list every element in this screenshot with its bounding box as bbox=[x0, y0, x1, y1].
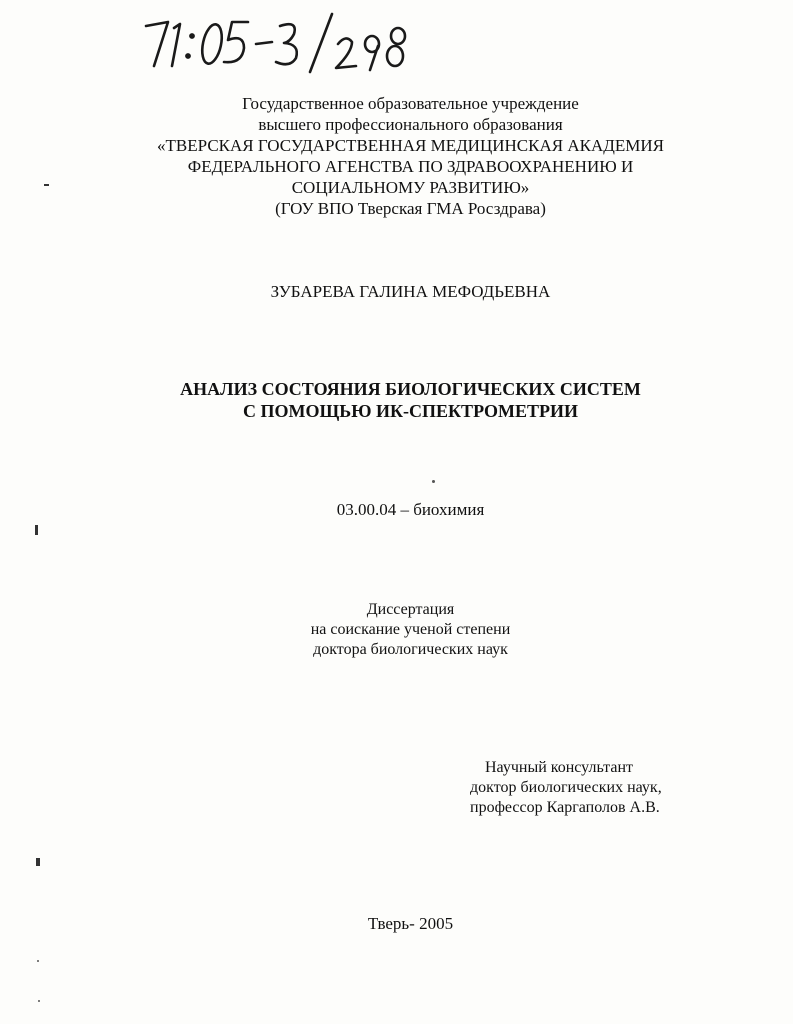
consultant-line-3: профессор Каргаполов А.В. bbox=[470, 799, 660, 816]
scan-mark bbox=[35, 525, 38, 535]
title-line-1: АНАЛИЗ СОСТОЯНИЯ БИОЛОГИЧЕСКИХ СИСТЕМ bbox=[180, 379, 641, 399]
consultant-line-1: Научный консультант bbox=[485, 759, 633, 776]
institution-line-4: ФЕДЕРАЛЬНОГО АГЕНСТВА ПО ЗДРАВООХРАНЕНИЮ И bbox=[187, 157, 634, 176]
scan-speck bbox=[38, 1000, 40, 1002]
handwritten-code-drawing bbox=[140, 8, 420, 78]
scientific-consultant bbox=[470, 758, 710, 818]
scan-speck bbox=[432, 480, 435, 483]
title-line-2: С ПОМОЩЬЮ ИК-СПЕКТРОМЕТРИИ bbox=[243, 401, 578, 421]
scan-mark bbox=[44, 184, 49, 186]
city-year-text: Тверь- 2005 bbox=[367, 914, 454, 933]
degree-statement bbox=[14, 600, 793, 660]
dissertation-title bbox=[14, 378, 793, 422]
degree-line-1: Диссертация bbox=[366, 601, 455, 618]
consultant-line-2: доктор биологических наук, bbox=[470, 779, 662, 796]
institution-line-2: высшего профессионального образования bbox=[258, 115, 563, 134]
institution-line-3: «ТВЕРСКАЯ ГОСУДАРСТВЕННАЯ МЕДИЦИНСКАЯ АКАДЕМИЯ bbox=[157, 136, 664, 155]
author-name-text: ЗУБАРЕВА ГАЛИНА МЕФОДЬЕВНА bbox=[270, 282, 551, 301]
specialty-text: 03.00.04 – биохимия bbox=[336, 500, 485, 519]
author-name bbox=[14, 281, 793, 302]
institution-header bbox=[14, 93, 793, 219]
scan-speck bbox=[37, 960, 39, 962]
handwritten-archive-code bbox=[140, 8, 420, 78]
scan-mark bbox=[36, 858, 40, 866]
institution-line-1: Государственное образовательное учреждение bbox=[242, 94, 579, 113]
degree-line-3: доктора биологических наук bbox=[313, 641, 508, 658]
degree-line-2: на соискание ученой степени bbox=[310, 621, 511, 638]
institution-line-5: СОЦИАЛЬНОМУ РАЗВИТИЮ» bbox=[291, 178, 530, 197]
specialty-code bbox=[14, 499, 793, 520]
institution-line-6: (ГОУ ВПО Тверская ГМА Росздрава) bbox=[275, 199, 546, 218]
city-year bbox=[14, 913, 793, 934]
